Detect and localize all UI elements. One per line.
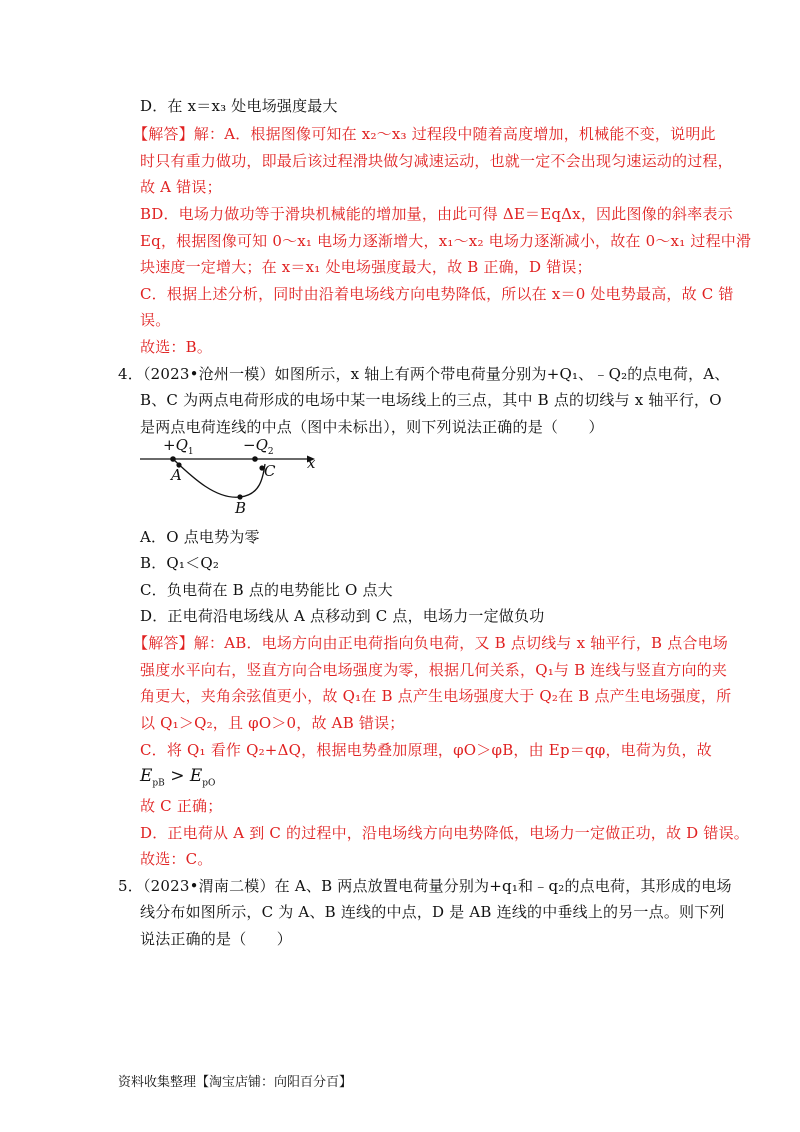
answer-line: 误。 [140,311,171,329]
answer-choice: 故选：C。 [140,850,213,868]
answer-choice: 故选：B。 [140,338,213,356]
answer-line: D．正电荷从 A 到 C 的过程中，沿电场线方向电势降低，电场力一定做正功，故 D 错误。 [140,824,749,842]
point-a-label: A [171,466,182,484]
question-5-stem: 线分布如图所示，C 为 A、B 连线的中点，D 是 AB 连线的中垂线上的另一点。则下列 [140,903,725,921]
answer-line: 角更大，夹角余弦值更小，故 Q₁在 B 点产生电场强度大于 Q₂在 B 点产生电场强度，所 [140,687,732,705]
answer-line: Eq，根据图像可知 0～x₁ 电场力逐渐增大，x₁～x₂ 电场力逐渐减小，故在 0～x₁ 过程中滑 [140,232,752,250]
option-d-prev: D．在 x＝x₃ 处电场强度最大 [140,97,338,115]
question-4-stem: 是两点电荷连线的中点（图中未标出），则下列说法正确的是（ ） [140,418,604,436]
axis-x-label: x [307,454,316,472]
option-c: C．负电荷在 B 点的电势能比 O 点大 [140,581,393,599]
answer-line: C．将 Q₁ 看作 Q₂+ΔQ，根据电势叠加原理，φO＞φB，由 Ep＝qφ，电荷为负，故 [140,741,712,759]
answer-line: 时只有重力做功，即最后该过程滑块做匀减速运动，也就一定不会出现匀速运动的过程， [140,152,733,170]
option-b: B．Q₁＜Q₂ [140,554,220,572]
answer-line: 块速度一定增大；在 x＝x₁ 处电场强度最大，故 B 正确，D 错误； [140,258,592,276]
option-a: A．O 点电势为零 [140,528,260,546]
point-c-label: C [264,462,276,480]
charge-q1-label: $+Q_1$ [163,436,194,457]
question-5-stem: 5．（2023•渭南二模）在 A、B 两点放置电荷量分别为+q₁和﹣q₂的点电荷，其形成的电场 [118,877,732,895]
page-footer: 资料收集整理【淘宝店铺：向阳百分百】 [118,1075,353,1090]
answer-line: C．根据上述分析，同时由沿着电场线方向电势降低，所以在 x＝0 处电势最高，故 C 错 [140,285,734,303]
answer-line: 【解答】解：AB．电场方向由正电荷指向负电荷，又 B 点切线与 x 轴平行，B 点合电场 [133,634,729,652]
answer-line: BD．电场力做功等于滑块机械能的增加量，由此可得 ΔE＝EqΔx，因此图像的斜率表示 [140,205,733,223]
question-4-stem: 4．（2023•沧州一模）如图所示，x 轴上有两个带电荷量分别为+Q₁、﹣Q₂的点电荷，A、 [118,365,730,383]
charge-q2-label: $-Q_2$ [243,436,274,457]
answer-line: 【解答】解：A．根据图像可知在 x₂～x₃ 过程段中随着高度增加，机械能不变，说明此 [133,125,716,143]
point-b-label: B [235,499,247,517]
question-4-stem: B、C 为两点电荷形成的电场中某一电场线上的三点，其中 B 点的切线与 x 轴平行，O [140,391,722,409]
answer-line: 强度水平向右，竖直方向合电场强度为零，根据几何关系，Q₁与 B 连线与竖直方向的夹 [140,661,728,679]
answer-line: 故 C 正确； [140,797,223,815]
answer-line: 故 A 错误； [140,178,222,196]
question-5-stem: 说法正确的是（ ） [140,930,293,948]
option-d: D．正电荷沿电场线从 A 点移动到 C 点，电场力一定做负功 [140,607,545,625]
formula-energy-comparison: $E_{pB} > E_{pO}$ [140,766,216,789]
answer-line: 以 Q₁＞Q₂，且 φO＞0，故 AB 错误； [140,714,405,732]
